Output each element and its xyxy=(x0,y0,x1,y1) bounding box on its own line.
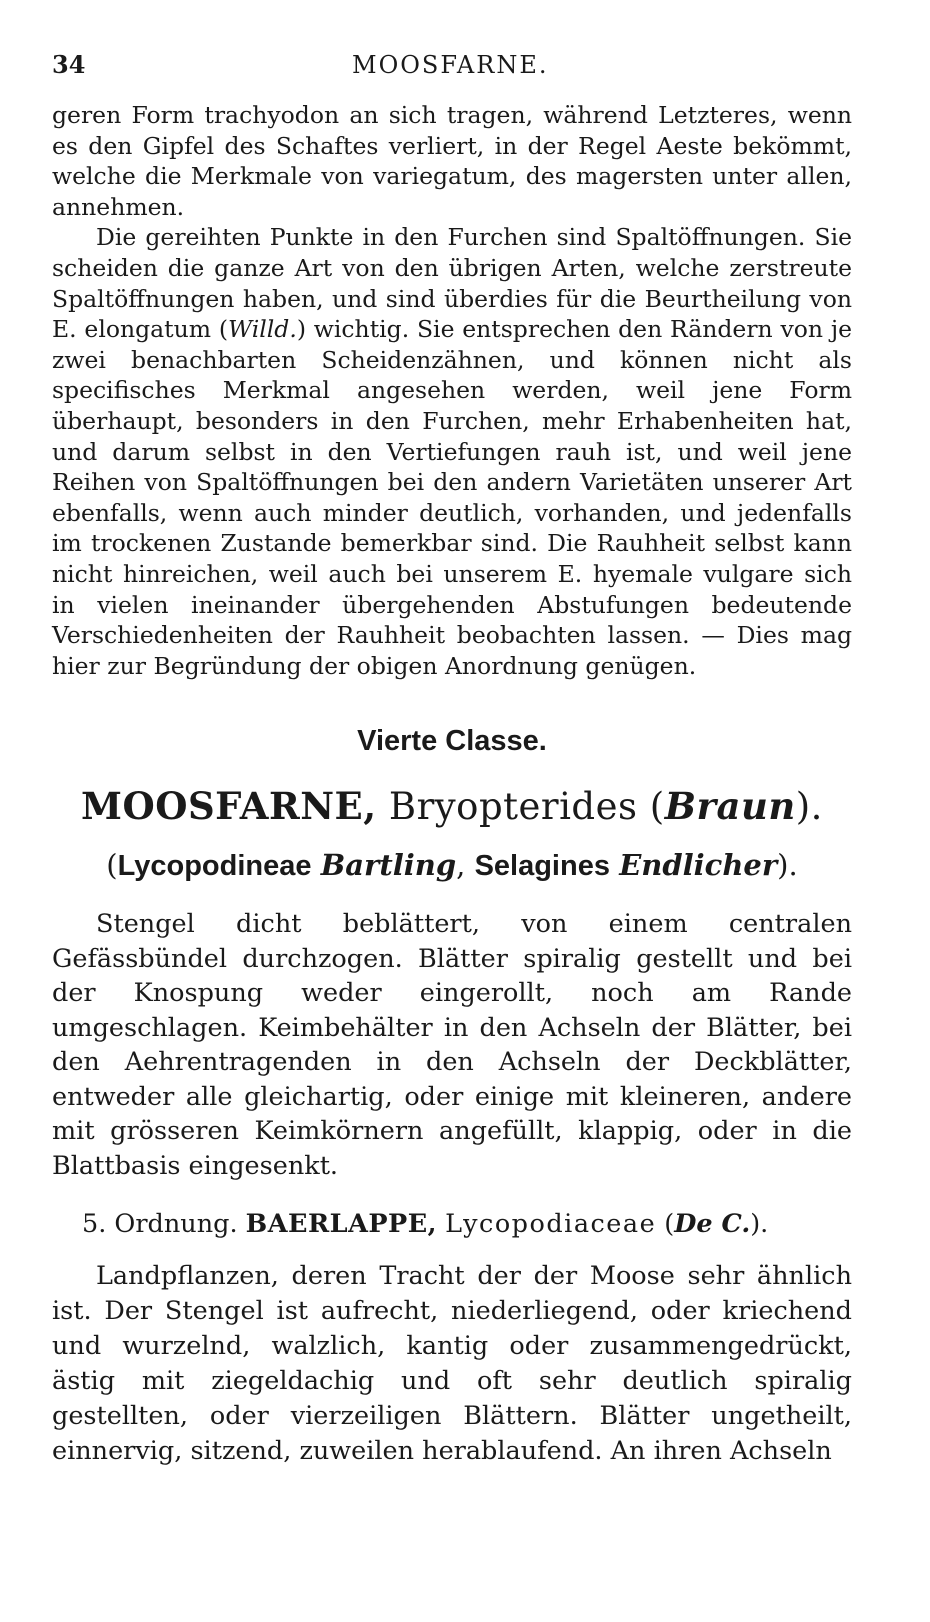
main-title-end: ). xyxy=(795,785,823,829)
sub-title-author-2: Endlicher xyxy=(619,848,778,883)
sub-title xyxy=(52,848,852,883)
sub-title-name-2: Selagines xyxy=(474,850,610,883)
paragraph-1: geren Form trachyodon an sich tragen, während Letzteres, wenn es den Gipfel des Schaftes verliert, in der Regel Aeste bekömmt, welche die Merkmale von variegatum, des magersten unter allen, annehmen. xyxy=(52,101,852,221)
paragraph-2 xyxy=(52,222,852,681)
sub-title-open: ( xyxy=(106,848,118,883)
running-head: MOOSFARNE. xyxy=(352,51,549,79)
order-latin: Lycopodiaceae xyxy=(445,1209,657,1240)
order-author: De C. xyxy=(674,1209,751,1240)
main-title-author: Braun xyxy=(664,784,796,829)
paragraph-2-after: ) wichtig. Sie entsprechen den Rändern von je zwei benachbarten Scheidenzähnen, und können nicht als specifisches Merkmal angesehen werden, weil jene Form überhaupt, besonders in den Furchen, mehr Erhabenheiten hat, und darum selbst in den Vertiefungen rauh ist, und weil jene Reihen von Spaltöffnungen bei den andern Varietäten unserer Art ebenfalls, wenn auch minder deutlich, vorhanden, und jedenfalls im trockenen Zustande bemerkbar sind. Die Rauhheit selbst kann nicht hinreichen, weil auch bei unserem E. hyemale vulgare sich in vielen ineinander übergehenden Abstufungen bedeutende Verschiedenheiten der Rauhheit beobachten lassen. — Dies mag hier zur Begründung der obigen Anordnung genügen. xyxy=(52,315,853,680)
page-header xyxy=(52,50,852,100)
order-heading xyxy=(52,1209,852,1239)
sub-title-close: ). xyxy=(777,848,798,883)
main-title-caps: MOOSFARNE, xyxy=(81,784,377,829)
paragraph-2-author: Willd. xyxy=(228,315,297,344)
main-title xyxy=(52,784,852,828)
order-open: ( xyxy=(656,1209,675,1240)
sub-title-author-1: Bartling xyxy=(320,848,457,883)
main-title-rest: Bryopterides ( xyxy=(376,785,665,829)
order-close: ). xyxy=(750,1209,769,1240)
paragraph-3: Landpflanzen, deren Tracht der der Moose sehr ähnlich ist. Der Stengel ist aufrecht, niederliegend, oder kriechend und wurzelnd, walzlich, kantig oder zusammengedrückt, ästig mit ziegeldachig und oft sehr deutlich spiralig gestellten, oder vierzeiligen Blättern. Blätter ungetheilt, einnervig, sitzend, zuweilen herablaufend. An ihren Achseln xyxy=(52,1261,852,1467)
order-prefix: 5. Ordnung. xyxy=(82,1209,238,1240)
class-title: Vierte Classe. xyxy=(357,725,547,758)
order-caps: BAERLAPPE, xyxy=(245,1209,438,1240)
class-description: Stengel dicht beblättert, von einem centralen Gefässbündel durchzogen. Blätter spiralig gestellt und bei der Knospung weder eingerollt, noch am Rande umgeschlagen. Keimbehälter in den Achseln der Blätter, bei den Aehrentragenden in den Achseln der Deckblätter, entweder alle gleichartig, oder einige mit kleineren, andere mit grösseren Keimkörnern angefüllt, klappig, oder in die Blattbasis eingesenkt. xyxy=(52,909,852,1181)
sub-title-sep: , xyxy=(456,848,475,883)
page-number: 34 xyxy=(52,50,86,79)
sub-title-name-1: Lycopodineae xyxy=(117,850,312,883)
paragraph-2-before: Die gereihten Punkte in den Furchen sind Spaltöffnungen. Sie scheiden die ganze Art von den übrigen Arten, welche zerstreute Spaltöffnungen haben, und sind überdies für die Beurtheilung von E. elongatum ( xyxy=(52,223,852,344)
